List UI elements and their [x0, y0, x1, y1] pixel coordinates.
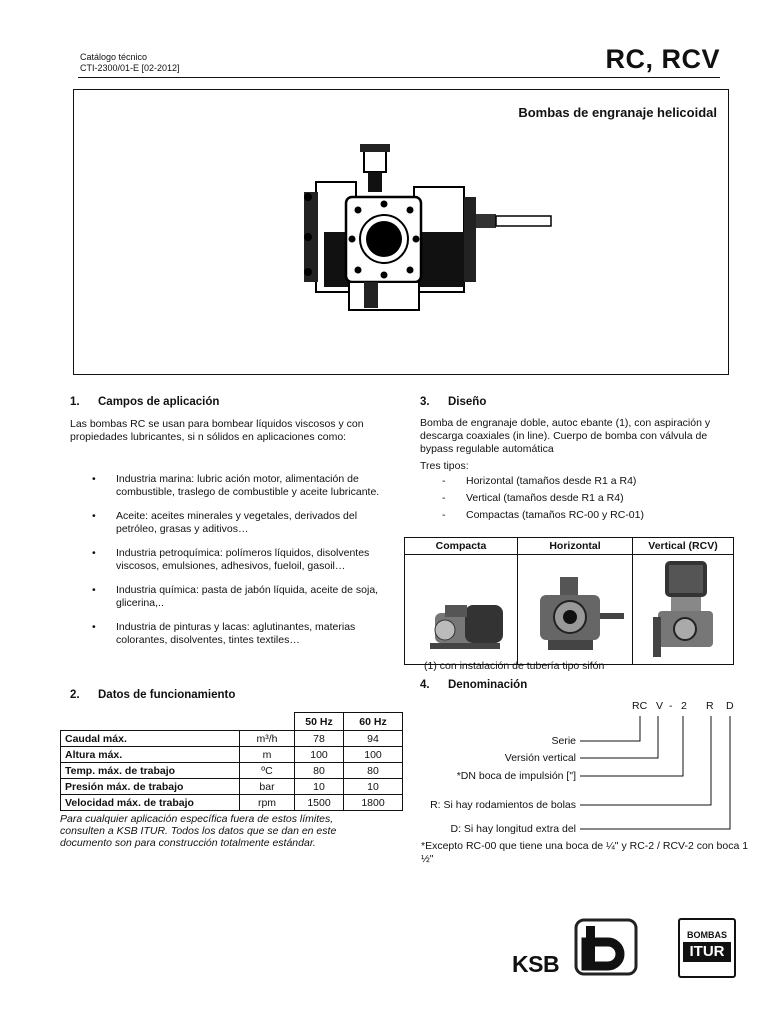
section-3-intro: Bomba de engranaje doble, autoc ebante (1), con aspiración y descarga coaxiales (in line). Cuerpo de bomba con válvula de bypass regulable automática [420, 417, 711, 455]
code-d: D [726, 700, 734, 712]
list-item: - Horizontal (tamaños desde R1 a R4) [420, 473, 736, 490]
table-row [61, 779, 403, 795]
code-v: V [656, 700, 664, 712]
list-item: - Vertical (tamaños desde R1 a R4) [420, 490, 736, 507]
section-2-heading [70, 689, 235, 701]
label-dn: *DN boca de impulsión ["] [456, 770, 576, 782]
compacta-image-cell [405, 555, 518, 665]
table-row [61, 747, 403, 763]
types-list [420, 473, 736, 524]
itur-logo [678, 918, 736, 978]
code-rc: RC [632, 700, 648, 712]
label-version: Versión vertical [504, 752, 576, 764]
horizontal-image-cell [518, 555, 633, 665]
code-r: R [706, 700, 714, 712]
row-50hz: 78 [295, 731, 344, 747]
section-4-number: 4. [420, 679, 430, 691]
header-rule [78, 77, 720, 78]
itur-logo-main: ITUR [683, 942, 731, 962]
table-row [61, 763, 403, 779]
list-item: • Aceite: aceites minerales y vegetales, derivados del petróleo, grasas y aditivos… [70, 510, 382, 536]
label-serie: Serie [551, 735, 576, 747]
row-unit: ºC [240, 763, 295, 779]
col-60hz: 60 Hz [344, 713, 403, 731]
col-50hz: 50 Hz [295, 713, 344, 731]
table-row [61, 731, 403, 747]
compact-pump-image [405, 555, 517, 661]
row-label: Presión máx. de trabajo [61, 779, 240, 795]
col-compacta: Compacta [405, 538, 518, 555]
list-item: • Industria química: pasta de jabón líquida, aceite de soja, glicerina,.. [70, 584, 382, 610]
section-1-heading [70, 396, 219, 408]
row-unit: rpm [240, 795, 295, 811]
pump-illustration [294, 142, 604, 317]
ksb-b-icon [574, 918, 638, 978]
horizontal-pump-image [518, 555, 632, 661]
label-longitud: D: Si hay longitud extra del [450, 823, 576, 835]
list-item: • Industria de pinturas y lacas: aglutinantes, materias colorantes, disolventes, tintes textiles… [70, 621, 382, 647]
row-60hz: 1800 [344, 795, 403, 811]
row-label: Altura máx. [61, 747, 240, 763]
section-1-title: Campos de aplicación [98, 396, 220, 408]
itur-logo-top: BOMBAS [687, 930, 727, 940]
section-3-footnote: (1) con instalación de tubería tipo sifón [424, 660, 605, 672]
col-vertical: Vertical (RCV) [633, 538, 734, 555]
ksb-logo-text: KSB [512, 951, 560, 977]
application-list [70, 473, 382, 658]
table-row [61, 795, 403, 811]
row-60hz: 94 [344, 731, 403, 747]
section-4-heading [420, 679, 527, 691]
row-60hz: 100 [344, 747, 403, 763]
row-label: Temp. máx. de trabajo [61, 763, 240, 779]
operating-data-table [60, 712, 403, 811]
col-horizontal: Horizontal [518, 538, 633, 555]
pump-types-table [404, 537, 734, 665]
doc-line-2: CTI-2300/01-E [02-2012] [80, 63, 180, 73]
section-1-number: 1. [70, 396, 80, 408]
row-unit: m³/h [240, 731, 295, 747]
label-rodamientos: R: Si hay rodamientos de bolas [430, 799, 576, 811]
row-label: Velocidad máx. de trabajo [61, 795, 240, 811]
list-item: • Industria marina: lubric ación motor, alimentación de combustible, traslego de combustible y aceite lubricante. [70, 473, 382, 499]
row-50hz: 10 [295, 779, 344, 795]
section-3-title: Diseño [448, 396, 487, 408]
vertical-image-cell [633, 555, 734, 665]
code-dash: - [669, 700, 673, 712]
section-2-number: 2. [70, 689, 80, 701]
types-label: Tres tipos: [420, 460, 469, 472]
row-60hz: 10 [344, 779, 403, 795]
denomination-lines [570, 713, 750, 838]
operating-data-note: Para cualquier aplicación específica fuera de estos límites, consulten a KSB ITUR. Todos los datos que se dan en este documento son para construcción totalmente estándar. [60, 813, 337, 849]
section-2-title: Datos de funcionamiento [98, 689, 236, 701]
row-60hz: 80 [344, 763, 403, 779]
section-3-heading [420, 396, 486, 408]
section-4-title: Denominación [448, 679, 528, 691]
section-1-intro: Las bombas RC se usan para bombear líquidos viscosos y con propiedades lubricantes, si n sólidos en aplicaciones como: [70, 418, 364, 443]
row-label: Caudal máx. [61, 731, 240, 747]
figure-box [73, 89, 729, 375]
section-3-number: 3. [420, 396, 430, 408]
row-50hz: 80 [295, 763, 344, 779]
row-50hz: 1500 [295, 795, 344, 811]
list-item: • Industria petroquímica: polímeros líquidos, disolventes viscosos, emulsiones, adhesivos, fueloil, gasoil… [70, 547, 382, 573]
page-title: RC, RCV [605, 44, 720, 74]
vertical-pump-image [633, 555, 733, 661]
figure-subtitle: Bombas de engranaje helicoidal [518, 105, 717, 120]
code-dn: 2 [681, 700, 687, 712]
row-50hz: 100 [295, 747, 344, 763]
row-unit: bar [240, 779, 295, 795]
section-4-note: *Excepto RC-00 que tiene una boca de ¼" y RC-2 / RCV-2 con boca 1 ½" [421, 840, 749, 865]
doc-line-1: Catálogo técnico [80, 52, 148, 62]
list-item: - Compactas (tamaños RC-00 y RC-01) [420, 507, 736, 524]
row-unit: m [240, 747, 295, 763]
